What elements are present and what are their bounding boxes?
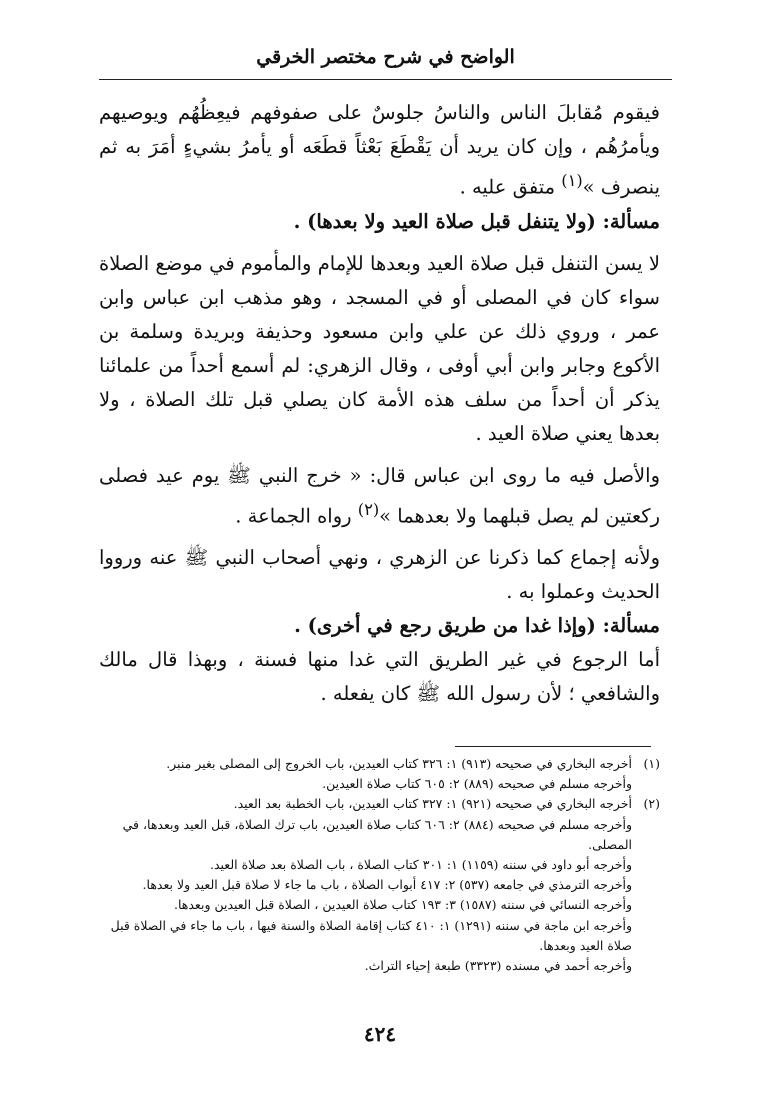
footnote-line: وأخرجه ابن ماجة في سننه (١٢٩١) ١: ٤١٠ كتاب إقامة الصلاة والسنة فيها ، باب ما جاء في الصلاة قبل صلاة العيد وبعدها. xyxy=(110,917,632,953)
paragraph: ولأنه إجماع كما ذكرنا عن الزهري ، ونهي أصحاب النبي ﷺ عنه ورووا الحديث وعملوا به . xyxy=(99,546,660,603)
issue-heading xyxy=(99,609,660,643)
paragraph xyxy=(99,96,660,205)
paragraph-text: رواه الجماعة . xyxy=(235,504,358,527)
footnote-ref: (٢) xyxy=(357,499,380,519)
paragraph-text: فيقوم مُقابلَ الناس والناسُ جلوسٌ على صفوفهم فيعِظُهُم ويوصيهم ويأمرُهُم ، وإن كان يريد أن يَقْطَعَ بَعْثاً قطَعَه أو يأمرُ بشيءٍ أمَرَ به ثم ينصرف » xyxy=(99,101,660,199)
footnote-number: (١) xyxy=(643,756,660,771)
issue-label: مسألة: xyxy=(595,209,660,233)
header-divider xyxy=(99,79,672,80)
footnote-line: وأخرجه مسلم في صحيحه (٨٨٩) ٢: ٦٠٥ كتاب صلاة العيدين. xyxy=(322,776,632,792)
footnote-text: أخرجه البخاري في صحيحه (٩١٣) ١: ٣٢٦ كتاب العيدين، باب الخروج إلى المصلى بغير منبر. xyxy=(166,756,632,771)
issue-text: (وإذا غدا من طريق رجع في أخرى) . xyxy=(294,614,596,637)
footnote-ref: (١) xyxy=(561,171,583,190)
paragraph xyxy=(99,459,660,534)
footnote-divider xyxy=(455,746,651,747)
footnote-line: وأخرجه مسلم في صحيحه (٨٨٤) ٢: ٦٠٦ كتاب صلاة العيدين، باب ترك الصلاة، قبل العيد وبعدها، في المصلى. xyxy=(122,816,632,852)
issue-heading xyxy=(99,205,660,239)
paragraph: أما الرجوع في غير الطريق التي غدا منها فسنة ، وبهذا قال مالك والشافعي ؛ لأن رسول الله ﷺ كان يفعله . xyxy=(99,648,660,705)
running-header: الواضح في شرح مختصر الخرقي xyxy=(256,46,515,68)
footnote-line: وأخرجه الترمذي في جامعه (٥٣٧) ٢: ٤١٧ أبواب الصلاة ، باب ما جاء لا صلاة قبل العيد ولا بعدها. xyxy=(142,877,632,893)
footnote-number: (٢) xyxy=(643,796,660,812)
footnote-line xyxy=(95,794,660,814)
footnote-line: وأخرجه أبو داود في سننه (١١٥٩) ١: ٣٠١ كتاب الصلاة ، باب الصلاة بعد صلاة العيد. xyxy=(209,857,632,873)
footnote-text: أخرجه البخاري في صحيحه (٩٢١) ١: ٣٢٧ كتاب العيدين، باب الخطبة بعد العيد. xyxy=(233,796,632,812)
issue-label: مسألة: xyxy=(595,614,660,637)
paragraph-text: متفق عليه . xyxy=(459,175,562,199)
footnotes xyxy=(95,754,660,976)
issue-text: (ولا يتنفل قبل صلاة العيد ولا بعدها) . xyxy=(293,209,596,233)
footnote-line: وأخرجه أحمد في مسنده (٣٣٢٣) طبعة إحياء التراث. xyxy=(364,958,632,974)
footnote-line xyxy=(95,754,660,774)
page-number: ٤٢٤ xyxy=(363,1022,397,1046)
main-text xyxy=(99,96,660,711)
paragraph-text: والأصل فيه ما روى ابن عباس قال: « خرج النبي ﷺ يوم عيد فصلى ركعتين لم يصل قبلهما ولا بعدهما » xyxy=(99,463,660,527)
paragraph: لا يسن التنفل قبل صلاة العيد وبعدها للإمام والمأموم في موضع الصلاة سواء كان في المصلى أو في المسجد ، وهو مذهب ابن عباس وابن عمر ، وروي ذلك عن علي وابن مسعود وحذيفة وبريدة وسلمة بن الأكوع وجابر وابن أبي أوفى ، وقال الزهري: لم أسمع أحداً من علمائنا يذكر أن أحداً من سلف هذه الأمة كان يصلي قبل تلك الصلاة ، ولا بعدها يعني صلاة العيد . xyxy=(99,251,660,445)
footnote-line: وأخرجه النسائي في سننه (١٥٨٧) ٣: ١٩٣ كتاب صلاة العيدين ، الصلاة قبل العيدين وبعدها. xyxy=(174,897,632,913)
